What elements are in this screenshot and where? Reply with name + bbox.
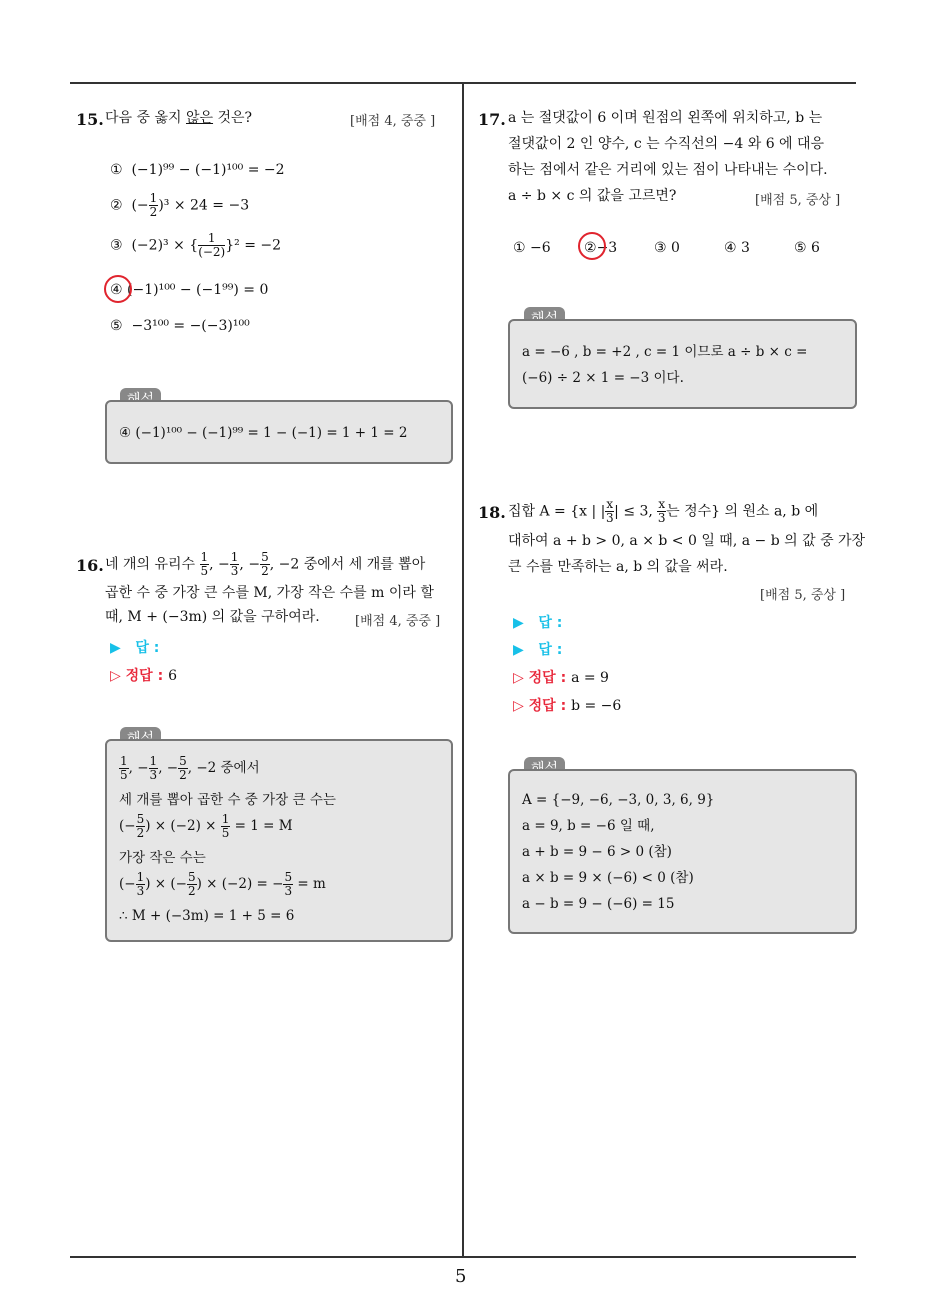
q18-explain-box xyxy=(508,769,857,934)
q16-explain-line4: 가장 작은 수는 xyxy=(119,850,206,866)
answer-arrow-icon: ▶ xyxy=(513,642,524,658)
q17-line4: a ÷ b × c 의 값을 고르면? xyxy=(508,188,677,204)
q18-answer-row-2[interactable]: ▶ 답 : xyxy=(513,642,563,658)
q16-line1: 네 개의 유리수 $\frac{1}{5}$ , − $\frac{1}{3}$ , − $\frac{5}{2}$ , −2 중에서 세 개를 뽑아 xyxy=(105,550,426,578)
q17-explain-line2: (−6) ÷ 2 × 1 = −3 이다. xyxy=(522,370,684,386)
q15-option-4[interactable]: ④ (−1)¹⁰⁰ − (−1⁹⁹) = 0 xyxy=(110,282,269,298)
q17-explain-box xyxy=(508,319,857,409)
q15-number: 15. xyxy=(76,110,104,129)
q17-option-4[interactable]: ④ 3 xyxy=(724,240,750,256)
q17-line2: 절댓값이 2 인 양수, c 는 수직선의 −4 와 6 에 대응 xyxy=(508,136,825,152)
q18-answer-row-1[interactable]: ▶ 답 : xyxy=(513,615,563,631)
q18-line3: 큰 수를 만족하는 a, b 의 값을 써라. xyxy=(508,559,728,575)
q18-line1: 집합 A = {x | | $\frac{x}{3}$ | ≤ 3, $\frac{x}{3}$ 는 정수} 의 원소 a, b 에 xyxy=(508,497,819,525)
q15-selected-circle xyxy=(104,275,132,303)
answer-arrow-icon: ▶ xyxy=(513,615,524,631)
q16-line2: 곱한 수 중 가장 큰 수를 M, 가장 작은 수를 m 이라 할 xyxy=(105,585,434,601)
q15-option-5[interactable]: ⑤ −3¹⁰⁰ = −(−3)¹⁰⁰ xyxy=(110,318,250,334)
q18-correct-row-2: ▷ 정답 : b = −6 xyxy=(513,698,622,714)
q17-line1: a 는 절댓값이 6 이며 원점의 왼쪽에 위치하고, b 는 xyxy=(508,110,823,126)
q17-option-1[interactable]: ① −6 xyxy=(513,240,551,256)
q18-correct-row-1: ▷ 정답 : a = 9 xyxy=(513,670,609,686)
correct-arrow-icon: ▷ xyxy=(513,670,524,686)
bottom-rule xyxy=(70,1256,856,1258)
q16-line3: 때, M + (−3m) 의 값을 구하여라. xyxy=(105,609,320,625)
q17-option-5[interactable]: ⑤ 6 xyxy=(794,240,820,256)
q18-explain-line4: a × b = 9 × (−6) < 0 (참) xyxy=(522,870,694,886)
q16-explain-line1: $\frac{1}{5}$ , − $\frac{1}{3}$ , − $\frac{5}{2}$ , −2 중에서 xyxy=(120,754,260,782)
q17-option-2[interactable]: ②−3 xyxy=(584,240,618,256)
q17-selected-circle xyxy=(578,232,606,260)
q15-option-1[interactable]: ① (−1)⁹⁹ − (−1)¹⁰⁰ = −2 xyxy=(110,162,285,178)
q16-explain-line5: (− $\frac{1}{3}$ ) × (− $\frac{5}{2}$ ) × (−2) = − $\frac{5}{3}$ = m xyxy=(119,870,326,898)
q17-option-3[interactable]: ③ 0 xyxy=(654,240,680,256)
q16-explain-line3: (− $\frac{5}{2}$ ) × (−2) × $\frac{1}{5}$ = 1 = M xyxy=(119,812,293,840)
page-number: 5 xyxy=(455,1266,467,1287)
q16-number: 16. xyxy=(76,556,104,575)
q16-explain-box xyxy=(105,739,453,942)
q15-option-2[interactable]: ② (− $\frac{1}{2}$ )³ × 24 = −3 xyxy=(110,191,250,219)
q18-points: [배점 5, 중상 ] xyxy=(760,588,846,603)
q15-explain-box xyxy=(105,400,453,464)
q18-explain-line2: a = 9, b = −6 일 때, xyxy=(522,818,655,834)
q18-number: 18. xyxy=(478,503,506,522)
q18-explain-line5: a − b = 9 − (−6) = 15 xyxy=(522,896,675,912)
q17-line3: 하는 점에서 같은 거리에 있는 점이 나타내는 수이다. xyxy=(508,162,828,178)
q15-stem: 다음 중 옳지 않은 것은? xyxy=(105,110,253,126)
q16-answer-row[interactable]: ▶ 답 : xyxy=(110,640,160,656)
q17-explain-line1: a = −6 , b = +2 , c = 1 이므로 a ÷ b × c = xyxy=(522,344,808,360)
answer-arrow-icon: ▶ xyxy=(110,640,121,656)
q15-points: [배점 4, 중중 ] xyxy=(350,114,436,129)
correct-arrow-icon: ▷ xyxy=(110,668,121,684)
q16-explain-line6: ∴ M + (−3m) = 1 + 5 = 6 xyxy=(119,908,295,924)
q17-points: [배점 5, 중상 ] xyxy=(755,193,841,208)
q15-option-3[interactable]: ③ (−2)³ × { $\frac{1}{(-2)}$ }² = −2 xyxy=(110,231,282,259)
q16-explain-line2: 세 개를 뽑아 곱한 수 중 가장 큰 수는 xyxy=(119,792,336,808)
q16-points: [배점 4, 중중 ] xyxy=(355,614,441,629)
q18-line2: 대하여 a + b > 0, a × b < 0 일 때, a − b 의 값 중 가장 xyxy=(508,533,866,549)
q18-explain-line1: A = {−9, −6, −3, 0, 3, 6, 9} xyxy=(522,792,715,808)
center-divider xyxy=(462,82,464,1257)
q16-correct-row: ▷ 정답 : 6 xyxy=(110,668,177,684)
q15-explain-text: ④ (−1)¹⁰⁰ − (−1)⁹⁹ = 1 − (−1) = 1 + 1 = 2 xyxy=(119,425,408,441)
correct-arrow-icon: ▷ xyxy=(513,698,524,714)
q17-number: 17. xyxy=(478,110,506,129)
q18-explain-line3: a + b = 9 − 6 > 0 (참) xyxy=(522,844,672,860)
